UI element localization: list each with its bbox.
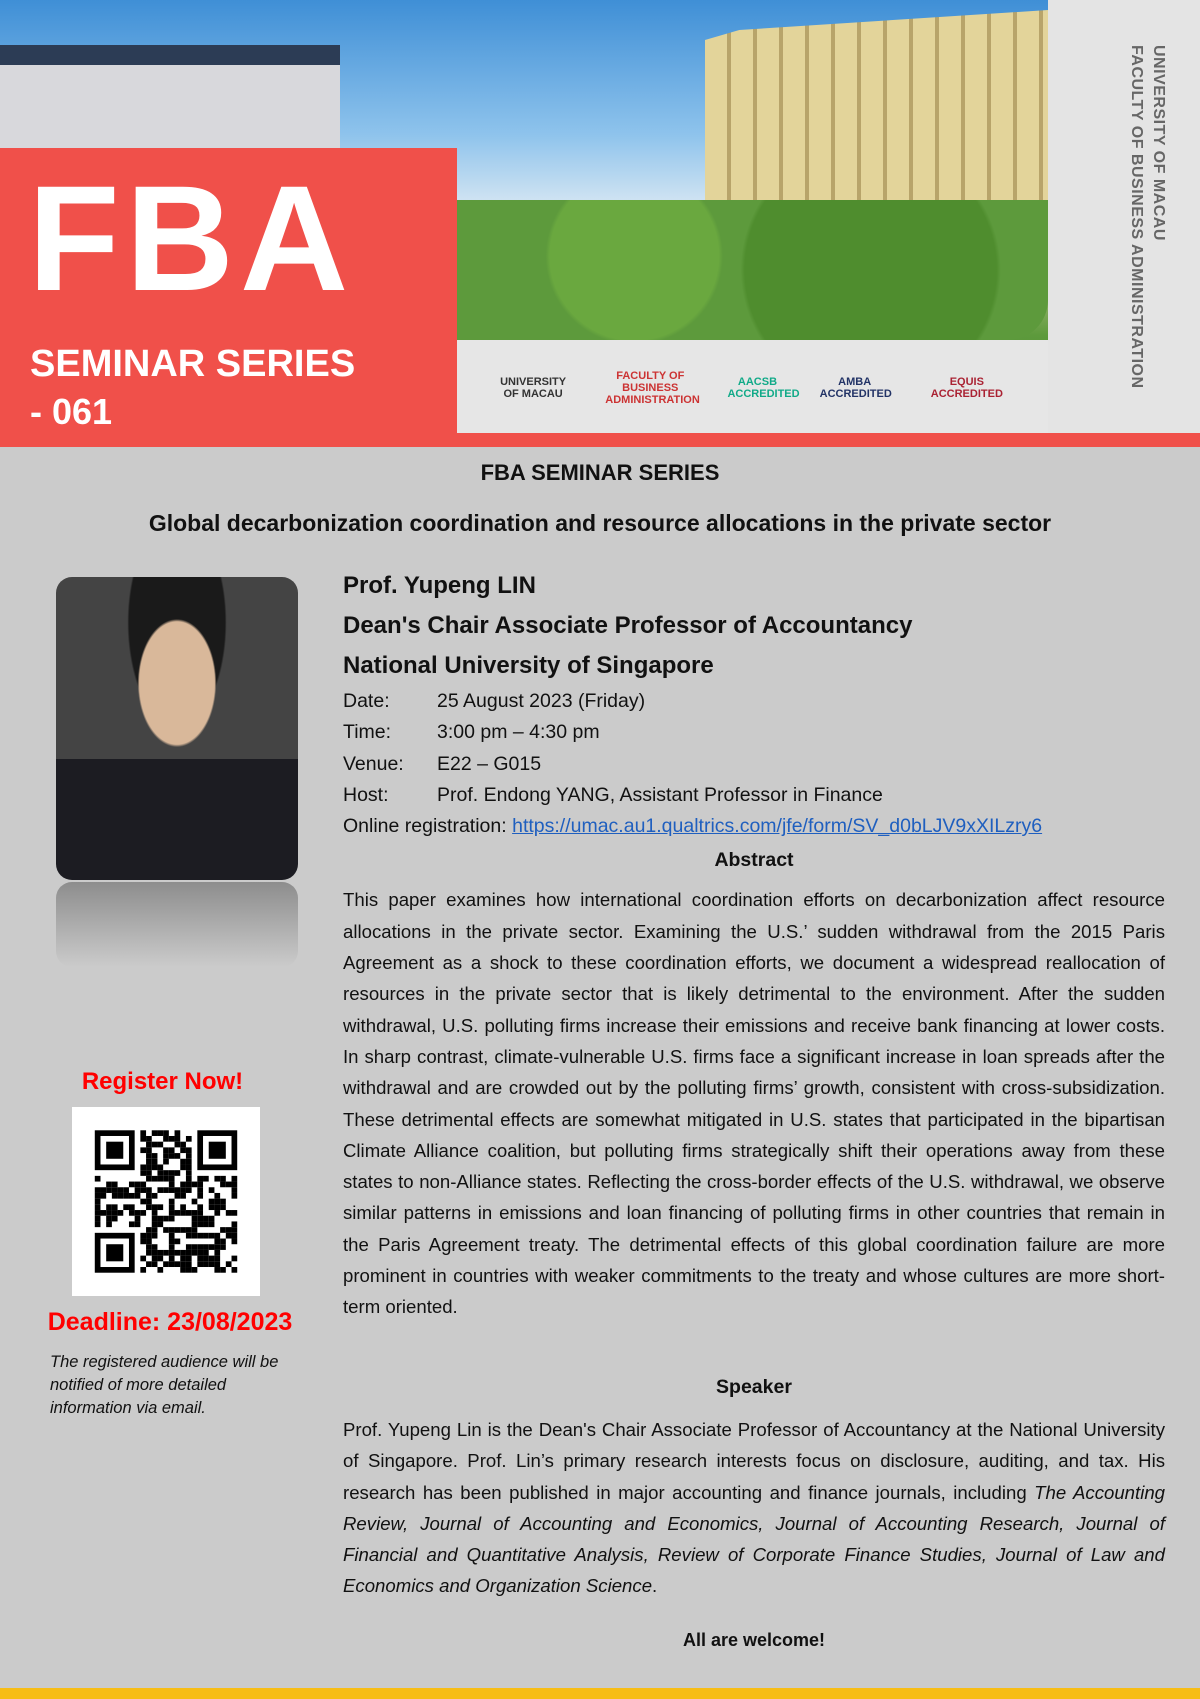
speaker-position: Dean's Chair Associate Professor of Accountancy	[343, 612, 913, 639]
registration-link[interactable]: https://umac.au1.qualtrics.com/jfe/form/SV_d0bLJV9xXILzry6	[512, 815, 1043, 838]
abstract-heading: Abstract	[714, 849, 794, 872]
side-panel	[1048, 0, 1200, 433]
photo-reflection	[56, 882, 298, 967]
time-value: 3:00 pm – 4:30 pm	[437, 721, 600, 744]
venue-value: E22 – G015	[437, 752, 542, 775]
red-divider	[457, 433, 1200, 447]
abstract-text: This paper examines how international coordination efforts on decarbonization affect resource allocations in the private sector. Examining the U.S.’ sudden withdrawal from the 2015 Paris Agreement as a shock to these coordination efforts, we document a widespread reallocation of resources in the private sector that is likely detrimental to the environment. After the sudden withdrawal, U.S. polluting firms increase their emissions and receive bank financing at lower costs. In sharp contrast, climate-vulnerable U.S. firms face a significant increase in loan spreads after the withdrawal and are crowded out by the polluting firms’ growth, consistent with cross-subsidization. These detrimental effects are somewhat mitigated in U.S. states that participated in the bipartisan Climate Alliance coalition, but polluting firms strategically shift their operations away from these states to non-Alliance states. Reflecting the cross-border effects of the U.S. withdrawal, we observe similar patterns in emissions and loan financing of polluting firms in other countries that remain in the Paris Agreement treaty. The detrimental effects of this global coordination failure are more prominent in countries with weaker commitments to the treaty and whose cultures are more short-term oriented.	[343, 889, 1165, 1318]
registration-qr-code[interactable]	[72, 1107, 260, 1296]
time-label: Time:	[343, 721, 392, 744]
registration-note: The registered audience will be notified of more detailed information via email.	[50, 1353, 279, 1417]
event-details	[343, 686, 1165, 842]
registration-label: Online registration:	[343, 815, 507, 838]
speaker-photo	[56, 577, 298, 880]
fba-logo-panel	[0, 148, 457, 447]
speaker-heading: Speaker	[716, 1376, 792, 1398]
host-label: Host:	[343, 783, 389, 806]
series-number: - 061	[30, 391, 113, 432]
trees-photo	[457, 200, 1048, 340]
university-name: UNIVERSITY OF MACAU FACULTY OF BUSINESS ADMINISTRATION	[1128, 45, 1167, 389]
speaker-institution: National University of Singapore	[343, 652, 714, 679]
equis-logo: EQUIS ACCREDITED	[930, 375, 1003, 400]
journal-list: The Accounting Review, Journal of Accounting and Economics, Journal of Accounting Research, Journal of Financial and Quantitative Analysis, Review of Corporate Finance Studies, Journal of Law and Economics and Organization Science	[343, 1481, 1166, 1597]
deadline: Deadline: 23/08/2023	[47, 1308, 293, 1336]
fba-faculty-logo: FACULTY OF BUSINESS ADMINISTRATION	[605, 369, 700, 406]
accreditation-logos	[457, 340, 1048, 435]
host-value: Prof. Endong YANG, Assistant Professor in Finance	[437, 783, 883, 806]
talk-title: Global decarbonization coordination and resource allocations in the private sector	[148, 510, 1052, 536]
fba-logo: FBA	[28, 154, 355, 322]
aacsb-logo: AACSB ACCREDITED	[727, 375, 800, 400]
welcome-text: All are welcome!	[682, 1629, 826, 1650]
amba-logo: AMBA ACCREDITED	[819, 375, 892, 400]
umac-logo: UNIVERSITY OF MACAU	[500, 375, 567, 400]
speaker-name: Prof. Yupeng LIN	[343, 572, 536, 599]
banner	[0, 0, 1200, 447]
date-label: Date:	[343, 690, 390, 712]
series-label: SEMINAR SERIES	[30, 343, 356, 385]
section-title: FBA SEMINAR SERIES	[480, 460, 720, 485]
venue-label: Venue:	[343, 752, 404, 775]
date-value: 25 August 2023 (Friday)	[437, 690, 646, 712]
campus-photo	[0, 45, 340, 155]
speaker-bio: Prof. Yupeng Lin is the Dean's Chair Associate Professor of Accountancy at the National University of Singapore. Prof. Lin’s primary research interests focus on disclosure, auditing, and tax. His research has been published in major accounting and finance journals, including The Accounting Review, Journal of Accounting and Economics, Journal of Accounting Research, Journal of Financial and Quantitative Analysis, Review of Corporate Finance Studies, Journal of Law and Economics and Organization Science.	[343, 1419, 1166, 1597]
footer-bar	[0, 1688, 1200, 1699]
register-now-label: Register Now!	[81, 1068, 244, 1095]
